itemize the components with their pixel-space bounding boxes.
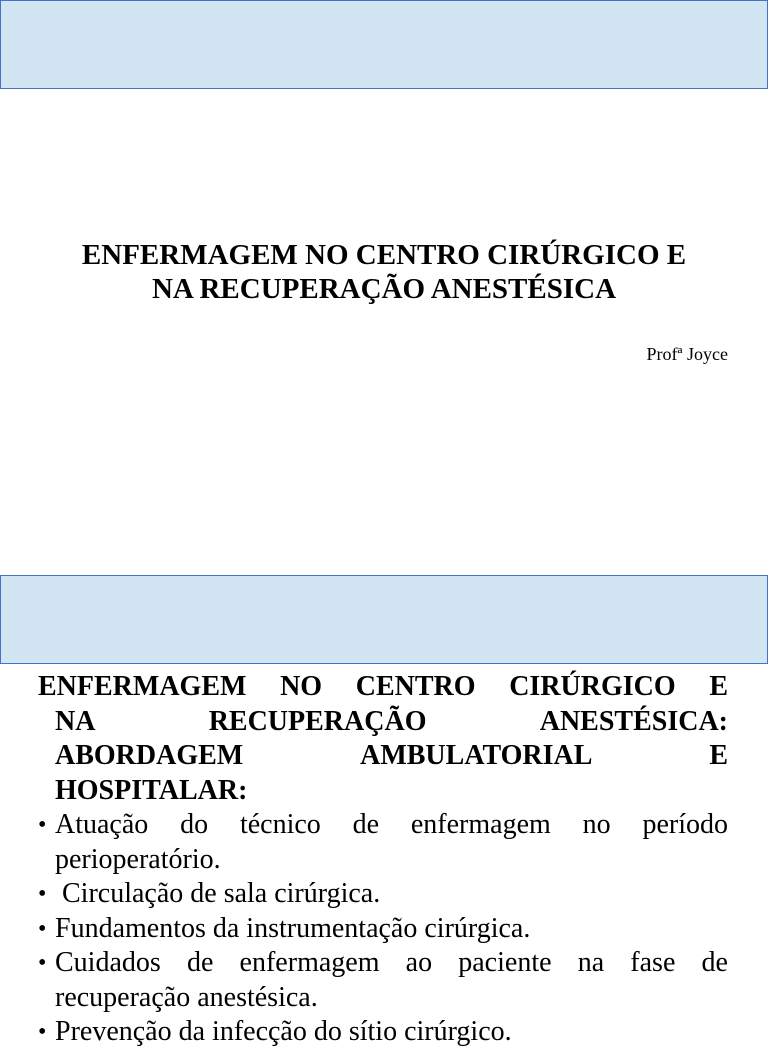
heading-line: HOSPITALAR: <box>55 774 248 806</box>
content-heading <box>38 670 728 808</box>
slide-title-line: NA RECUPERAÇÃO ANESTÉSICA <box>151 273 617 305</box>
bullet-list <box>38 808 728 1050</box>
bullet-item <box>38 1015 728 1050</box>
bullet-icon: • <box>38 812 47 838</box>
slide-header-bar <box>0 0 768 89</box>
heading-line: NA RECUPERAÇÃO ANESTÉSICA: <box>55 705 728 737</box>
heading-line: ENFERMAGEM NO CENTRO CIRÚRGICO E <box>38 671 728 702</box>
bullet-item <box>38 912 728 947</box>
slide-content <box>38 670 728 1050</box>
bullet-icon: • <box>38 950 47 976</box>
heading-line: ABORDAGEM AMBULATORIAL E <box>55 740 728 771</box>
slide-2 <box>0 575 768 1047</box>
slide-title <box>0 238 768 306</box>
slide-header-bar <box>0 575 768 664</box>
slide-title-line: ENFERMAGEM NO CENTRO CIRÚRGICO E <box>81 239 687 271</box>
bullet-text: Atuação do técnico de enfermagem no período perioperatório. <box>55 809 728 875</box>
bullet-text: Circulação de sala cirúrgica. <box>55 878 381 909</box>
bullet-item <box>38 808 728 877</box>
author-label: Profª Joyce <box>646 344 728 364</box>
bullet-text: Prevenção da infecção do sítio cirúrgico. <box>55 1016 512 1047</box>
bullet-text: Fundamentos da instrumentação cirúrgica. <box>55 912 531 944</box>
bullet-icon: • <box>38 881 47 907</box>
bullet-item <box>38 946 728 1015</box>
bullet-icon: • <box>38 1019 47 1045</box>
bullet-text: Cuidados de enfermagem ao paciente na fase de recuperação anestésica. <box>55 947 728 1013</box>
bullet-item <box>38 877 728 912</box>
bullet-icon: • <box>38 915 47 942</box>
